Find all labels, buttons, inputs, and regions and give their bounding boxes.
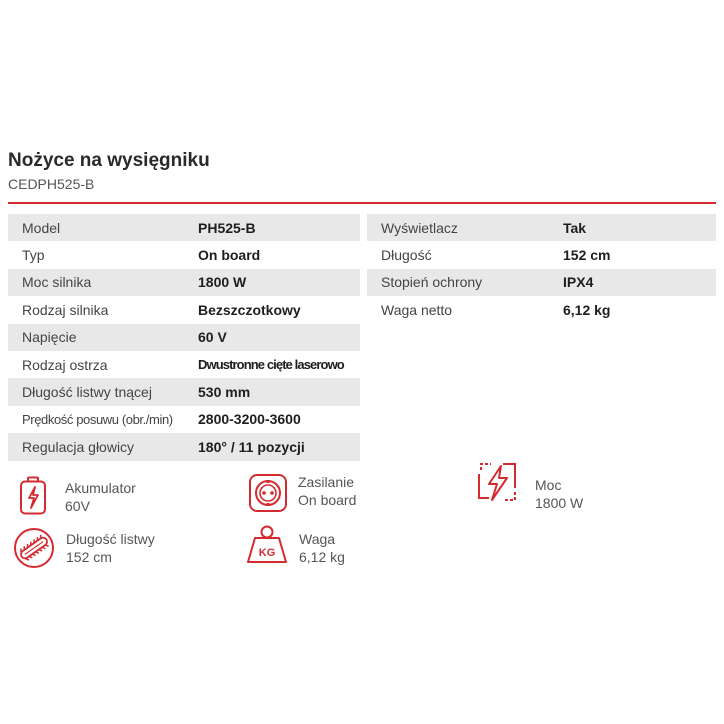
feature-label: Długość listwy bbox=[66, 531, 155, 547]
feature-power bbox=[475, 460, 583, 512]
feature-value: 60V bbox=[65, 498, 90, 514]
spec-row bbox=[8, 269, 360, 296]
spec-value: PH525-B bbox=[198, 219, 256, 236]
spec-label: Stopień ochrony bbox=[381, 274, 483, 291]
spec-row bbox=[367, 269, 716, 296]
spec-label: Waga netto bbox=[381, 301, 453, 318]
battery-icon bbox=[18, 476, 48, 516]
spec-row bbox=[367, 214, 716, 241]
spec-label: Rodzaj ostrza bbox=[22, 356, 108, 373]
feature-power-supply bbox=[248, 473, 356, 513]
weight-icon-text: KG bbox=[258, 547, 276, 559]
spec-value: Bezszczotkowy bbox=[198, 301, 301, 318]
socket-icon bbox=[248, 473, 288, 513]
spec-row bbox=[8, 351, 360, 378]
spec-label: Typ bbox=[22, 247, 45, 264]
blade-icon bbox=[12, 526, 56, 570]
specs-table-left bbox=[8, 214, 360, 461]
spec-label: Długość bbox=[381, 247, 432, 264]
spec-row bbox=[8, 433, 360, 460]
spec-label: Wyświetlacz bbox=[381, 219, 458, 236]
spec-row bbox=[8, 378, 360, 405]
feature-value: 152 cm bbox=[66, 549, 112, 565]
spec-label: Napięcie bbox=[22, 329, 77, 346]
divider bbox=[8, 202, 716, 204]
spec-value: 1800 W bbox=[198, 274, 247, 291]
feature-label: Moc bbox=[535, 477, 562, 493]
feature-label: Akumulator bbox=[65, 480, 136, 496]
spec-label: Model bbox=[22, 219, 61, 236]
spec-row bbox=[8, 214, 360, 241]
spec-value: 60 V bbox=[198, 329, 227, 346]
spec-label: Rodzaj silnika bbox=[22, 301, 109, 318]
spec-label: Prędkość posuwu (obr./min) bbox=[22, 411, 173, 427]
feature-label: Waga bbox=[299, 531, 336, 547]
spec-value: 180° / 11 pozycji bbox=[198, 438, 305, 455]
spec-row bbox=[8, 296, 360, 323]
spec-label: Długość listwy tnącej bbox=[22, 384, 152, 401]
feature-value: 1800 W bbox=[535, 495, 584, 511]
lightning-icon bbox=[475, 460, 521, 504]
spec-label: Regulacja głowicy bbox=[22, 438, 135, 455]
feature-weight bbox=[245, 524, 345, 566]
spec-value: Dwustronne cięte laserowo bbox=[198, 357, 344, 373]
spec-value: IPX4 bbox=[563, 274, 594, 291]
weight-icon bbox=[245, 524, 289, 566]
spec-value: 530 mm bbox=[198, 384, 251, 401]
feature-value: 6,12 kg bbox=[299, 549, 345, 565]
spec-label: Moc silnika bbox=[22, 274, 92, 291]
spec-value: 152 cm bbox=[563, 247, 611, 264]
spec-row bbox=[8, 324, 360, 351]
feature-value: On board bbox=[298, 492, 357, 508]
spec-row bbox=[367, 296, 716, 323]
spec-value: On board bbox=[198, 247, 261, 264]
spec-row bbox=[8, 406, 360, 433]
feature-bar-length bbox=[12, 526, 155, 570]
spec-row bbox=[8, 241, 360, 268]
specs-table-right bbox=[367, 214, 716, 324]
spec-value: 6,12 kg bbox=[563, 301, 611, 318]
feature-label: Zasilanie bbox=[298, 474, 355, 490]
product-code: CEDPH525-B bbox=[8, 176, 95, 192]
spec-value: Tak bbox=[563, 219, 587, 236]
spec-row bbox=[367, 241, 716, 268]
feature-battery bbox=[18, 476, 136, 516]
product-title: Nożyce na wysięgniku bbox=[8, 150, 210, 171]
spec-value: 2800-3200-3600 bbox=[198, 411, 301, 428]
